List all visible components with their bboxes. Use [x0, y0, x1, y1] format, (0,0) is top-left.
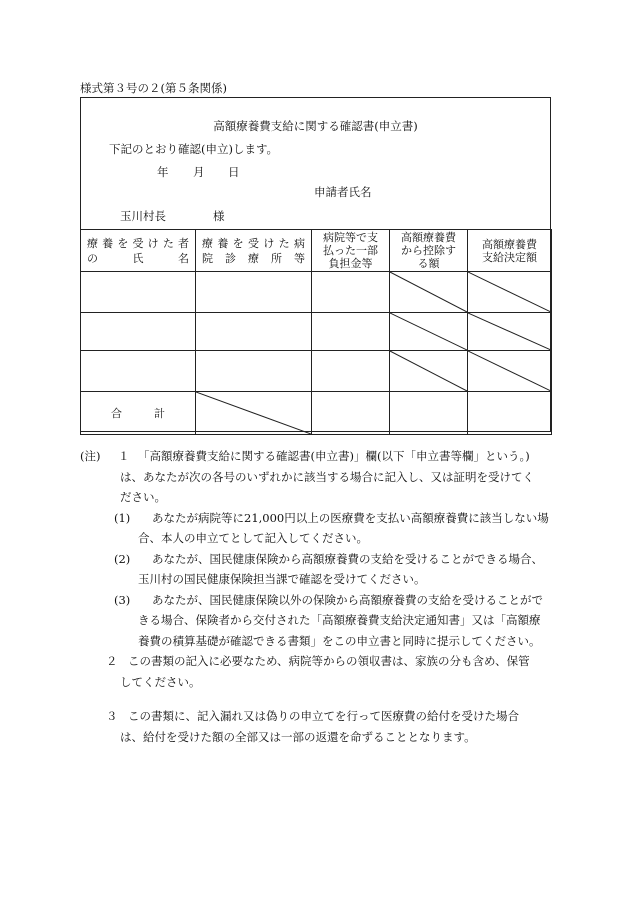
paid-amount-cell[interactable]	[312, 272, 390, 313]
note-3-number: ３	[106, 709, 118, 723]
col-header-deduction: 高額療養費 から控除す る額	[390, 230, 468, 272]
table-row	[81, 272, 552, 313]
sub-3-line3: 養費の積算基礎が確認できる書類」をこの申立書と同時に提示してください。	[138, 633, 541, 648]
decided-amount-cell-crossed	[468, 313, 552, 351]
note-2-line2: してください。	[120, 674, 201, 689]
total-paid-amount-cell[interactable]	[312, 392, 390, 435]
note-3-text: この書類に、記入漏れ又は偽りの申立てを行って医療費の給付を受けた場合	[128, 709, 519, 723]
note-2-number: ２	[106, 654, 118, 668]
deduction-cell-crossed	[390, 272, 468, 313]
expense-table	[80, 229, 552, 435]
notes-section	[80, 446, 560, 747]
patient-name-cell[interactable]	[81, 272, 196, 313]
sub-3-line2: きる場合、保険者から交付された「高額療養費支給決定通知書」又は「高額療	[138, 613, 541, 627]
table-header-row	[81, 230, 552, 272]
notes-label: (注)	[80, 449, 101, 463]
deduction-cell-crossed	[390, 351, 468, 392]
total-label: 合 計	[81, 392, 196, 435]
note-1-text: 「高額療養費支給に関する確認書(申立書)」欄(以下「申立書等欄」という。)	[138, 449, 530, 463]
addressee: 玉川村長	[120, 209, 166, 223]
paid-amount-cell[interactable]	[312, 313, 390, 351]
confirmation-form	[80, 97, 551, 432]
deduction-cell-crossed	[390, 313, 468, 351]
sub-3-text: あなたが、国民健康保険以外の保険から高額療養費の支給を受けることがで	[152, 592, 543, 607]
table-total-row	[81, 392, 552, 435]
sub-2-line2: 玉川村の国民健康保険担当課で確認を受けてください。	[138, 572, 426, 586]
patient-name-cell[interactable]	[81, 351, 196, 392]
note-2-text: この書類の記入に必要なため、病院等からの領収書は、家族の分も含め、保管	[128, 654, 530, 668]
patient-name-cell[interactable]	[81, 313, 196, 351]
col-header-hospital: 療養を受けた病 院診療所等	[196, 230, 312, 272]
col-header-decided-amount: 高額療養費 支給決定額	[468, 230, 552, 272]
hospital-cell[interactable]	[196, 272, 312, 313]
decided-amount-cell-crossed	[468, 351, 552, 392]
decided-amount-cell-crossed	[468, 272, 552, 313]
form-title: 高額療養費支給に関する確認書(申立書)	[213, 119, 418, 133]
sub-1-line2: 合、本人の申立てとして記入してください。	[138, 531, 368, 545]
note-3-line2: は、給付を受けた額の全部又は一部の返還を命ずることとなります。	[120, 729, 476, 744]
table-row	[81, 313, 552, 351]
sub-1-number: (1)	[114, 510, 131, 525]
request-line: 下記のとおり確認(申立)します。	[109, 142, 279, 156]
date-month-label[interactable]: 月	[193, 165, 205, 179]
form-number-label: 様式第３号の２(第５条関係)	[80, 81, 227, 95]
hospital-cell[interactable]	[196, 313, 312, 351]
date-day-label[interactable]: 日	[228, 165, 240, 179]
total-hospital-cell-crossed	[196, 392, 312, 435]
paid-amount-cell[interactable]	[312, 351, 390, 392]
hospital-cell[interactable]	[196, 351, 312, 392]
note-1-line2: は、あなたが次の各号のいずれかに該当する場合に記入し、又は証明を受けてく	[120, 469, 534, 484]
sub-3-number: (3)	[114, 592, 131, 607]
total-deduction-cell[interactable]	[390, 392, 468, 435]
date-year-label[interactable]: 年	[157, 165, 169, 179]
sub-2-text: あなたが、国民健康保険から高額療養費の支給を受けることができる場合、	[152, 551, 543, 566]
col-header-patient-name: 療養を受けた者 の 氏 名	[81, 230, 196, 272]
applicant-name-label[interactable]: 申請者氏名	[314, 185, 372, 199]
sub-1-text: あなたが病院等に21,000円以上の医療費を支払い高額療養費に該当しない場	[152, 510, 549, 525]
note-1-number: １	[118, 449, 130, 463]
total-decided-amount-cell[interactable]	[468, 392, 552, 435]
col-header-paid-amount: 病院等で支 払った一部 負担金等	[312, 230, 390, 272]
note-1-line3: ださい。	[120, 490, 166, 504]
sub-2-number: (2)	[114, 551, 131, 566]
table-row	[81, 351, 552, 392]
honorific: 様	[213, 209, 225, 223]
